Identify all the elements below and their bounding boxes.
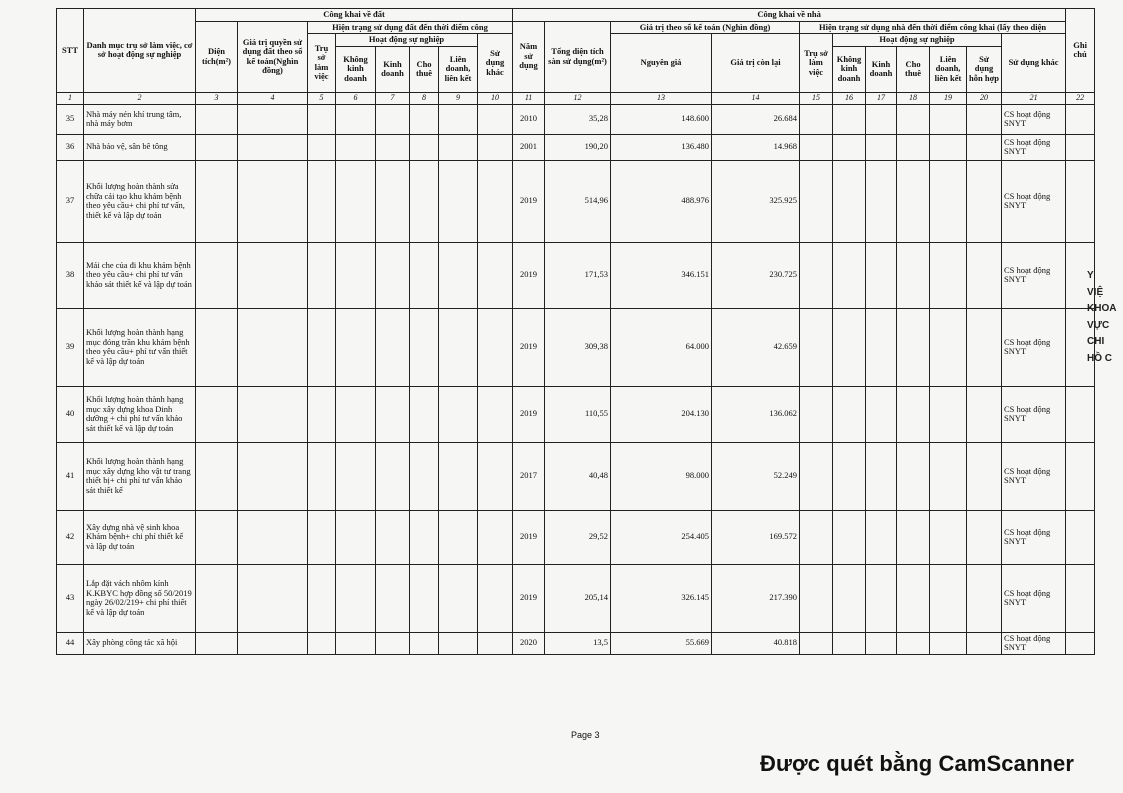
empty-cell	[1066, 134, 1095, 160]
house-nonbiz-header: Không kinh doanh	[833, 46, 866, 92]
row-year: 2017	[513, 442, 545, 510]
empty-cell	[897, 632, 930, 654]
empty-cell	[196, 442, 238, 510]
empty-cell	[410, 104, 439, 134]
empty-cell	[439, 510, 478, 564]
note-header: Ghi chú	[1066, 9, 1095, 93]
empty-cell	[308, 308, 336, 386]
empty-cell	[410, 442, 439, 510]
empty-cell	[897, 242, 930, 308]
stamp-text: HỒ C	[1087, 352, 1112, 364]
empty-cell	[1066, 510, 1095, 564]
row-original-value: 98.000	[611, 442, 712, 510]
empty-cell	[336, 242, 376, 308]
column-number: 19	[930, 92, 967, 104]
empty-cell	[478, 510, 513, 564]
row-floor-area: 309,38	[545, 308, 611, 386]
empty-cell	[897, 386, 930, 442]
empty-cell	[478, 564, 513, 632]
empty-cell	[478, 442, 513, 510]
row-residual-value: 325.925	[712, 160, 800, 242]
row-other-usage: CS hoạt động SNYT	[1002, 386, 1066, 442]
land-career-header: Hoạt động sự nghiệp	[336, 34, 478, 47]
empty-cell	[800, 242, 833, 308]
row-original-value: 136.480	[611, 134, 712, 160]
row-other-usage: CS hoạt động SNYT	[1002, 160, 1066, 242]
empty-cell	[967, 242, 1002, 308]
empty-cell	[336, 564, 376, 632]
empty-cell	[967, 632, 1002, 654]
empty-cell	[439, 632, 478, 654]
row-stt: 35	[57, 104, 84, 134]
empty-cell	[930, 510, 967, 564]
table-row	[57, 564, 1095, 632]
empty-cell	[376, 134, 410, 160]
empty-cell	[930, 104, 967, 134]
land-office-header: Trụ sở làm việc	[308, 34, 336, 93]
column-number: 11	[513, 92, 545, 104]
row-stt: 41	[57, 442, 84, 510]
table-row	[57, 160, 1095, 242]
empty-cell	[336, 104, 376, 134]
column-number: 1	[57, 92, 84, 104]
land-value-header: Giá trị quyền sử dụng đất theo sổ kế toán(Nghìn đồng)	[238, 21, 308, 92]
row-stt: 39	[57, 308, 84, 386]
empty-cell	[238, 564, 308, 632]
empty-cell	[238, 632, 308, 654]
row-floor-area: 35,28	[545, 104, 611, 134]
row-original-value: 55.669	[611, 632, 712, 654]
year-header: Năm sử dụng	[513, 21, 545, 92]
empty-cell	[410, 632, 439, 654]
empty-cell	[478, 134, 513, 160]
empty-cell	[800, 564, 833, 632]
empty-cell	[967, 386, 1002, 442]
row-residual-value: 40.818	[712, 632, 800, 654]
column-number: 3	[196, 92, 238, 104]
row-name: Xây phòng công tác xã hội	[84, 632, 196, 654]
row-name: Khối lượng hoàn thành sửa chữa cải tạo khu khám bệnh theo yêu cầu+ chi phí tư vấn, thiết kế và lập dự toán	[84, 160, 196, 242]
column-number: 10	[478, 92, 513, 104]
column-number: 14	[712, 92, 800, 104]
stamp-text: CHI	[1087, 336, 1105, 347]
column-number: 13	[611, 92, 712, 104]
empty-cell	[967, 442, 1002, 510]
empty-cell	[833, 442, 866, 510]
empty-cell	[439, 104, 478, 134]
empty-cell	[410, 134, 439, 160]
empty-cell	[866, 632, 897, 654]
row-other-usage: CS hoạt động SNYT	[1002, 242, 1066, 308]
empty-cell	[866, 160, 897, 242]
column-number: 6	[336, 92, 376, 104]
row-residual-value: 26.684	[712, 104, 800, 134]
stamp-text: Y	[1087, 270, 1094, 281]
row-other-usage: CS hoạt động SNYT	[1002, 134, 1066, 160]
empty-cell	[800, 308, 833, 386]
empty-cell	[866, 386, 897, 442]
row-stt: 44	[57, 632, 84, 654]
row-year: 2019	[513, 564, 545, 632]
empty-cell	[238, 134, 308, 160]
row-original-value: 488.976	[611, 160, 712, 242]
empty-cell	[478, 308, 513, 386]
empty-cell	[866, 442, 897, 510]
empty-cell	[336, 134, 376, 160]
column-number: 2	[84, 92, 196, 104]
row-floor-area: 205,14	[545, 564, 611, 632]
empty-cell	[336, 386, 376, 442]
row-name: Khối lượng hoàn thành hạng mục xây dựng kho vật tư trang thiết bị+ chi phí tư vấn khảo sát thiết kế	[84, 442, 196, 510]
row-stt: 43	[57, 564, 84, 632]
empty-cell	[196, 308, 238, 386]
empty-cell	[930, 564, 967, 632]
empty-cell	[196, 104, 238, 134]
empty-cell	[196, 386, 238, 442]
column-number: 8	[410, 92, 439, 104]
empty-cell	[196, 134, 238, 160]
row-original-value: 254.405	[611, 510, 712, 564]
table-row	[57, 510, 1095, 564]
empty-cell	[410, 510, 439, 564]
empty-cell	[930, 160, 967, 242]
empty-cell	[238, 386, 308, 442]
row-name: Xây dựng nhà vệ sinh khoa Khám bệnh+ chi phí thiết kế và lập dự toán	[84, 510, 196, 564]
house-mixed-header: Sử dụng hỗn hợp	[967, 46, 1002, 92]
empty-cell	[800, 442, 833, 510]
empty-cell	[930, 242, 967, 308]
stamp-text: KHOA	[1087, 303, 1117, 314]
row-year: 2010	[513, 104, 545, 134]
table-row	[57, 386, 1095, 442]
empty-cell	[1066, 160, 1095, 242]
empty-cell	[238, 510, 308, 564]
row-residual-value: 14.968	[712, 134, 800, 160]
empty-cell	[439, 134, 478, 160]
land-rent-header: Cho thuê	[410, 46, 439, 92]
empty-cell	[833, 386, 866, 442]
empty-cell	[478, 386, 513, 442]
empty-cell	[866, 308, 897, 386]
empty-cell	[336, 308, 376, 386]
empty-cell	[308, 242, 336, 308]
row-floor-area: 29,52	[545, 510, 611, 564]
table-row	[57, 442, 1095, 510]
empty-cell	[196, 160, 238, 242]
house-group-header: Công khai về nhà	[513, 9, 1066, 22]
row-floor-area: 514,96	[545, 160, 611, 242]
empty-cell	[866, 104, 897, 134]
empty-cell	[833, 564, 866, 632]
empty-cell	[967, 134, 1002, 160]
row-year: 2019	[513, 308, 545, 386]
empty-cell	[967, 104, 1002, 134]
empty-cell	[478, 160, 513, 242]
empty-cell	[967, 510, 1002, 564]
empty-cell	[897, 160, 930, 242]
row-other-usage: CS hoạt động SNYT	[1002, 308, 1066, 386]
column-number-row	[57, 92, 1095, 104]
empty-cell	[376, 510, 410, 564]
column-number: 9	[439, 92, 478, 104]
house-status-header: Hiện trạng sử dụng nhà đến thời điểm công khai (lấy theo diện	[800, 21, 1066, 34]
empty-cell	[1066, 632, 1095, 654]
row-residual-value: 217.390	[712, 564, 800, 632]
stamp-text: VIỆ	[1087, 286, 1104, 298]
page-number: Page 3	[571, 730, 600, 740]
empty-cell	[336, 510, 376, 564]
empty-cell	[336, 632, 376, 654]
row-floor-area: 13,5	[545, 632, 611, 654]
empty-cell	[308, 134, 336, 160]
row-floor-area: 171,53	[545, 242, 611, 308]
row-name: Khối lượng hoàn thành hạng mục xây dựng khoa Dinh dưỡng + chi phí tư vấn khảo sát thiết kế và lập dự toán	[84, 386, 196, 442]
row-stt: 38	[57, 242, 84, 308]
empty-cell	[196, 564, 238, 632]
table-row	[57, 104, 1095, 134]
empty-cell	[376, 104, 410, 134]
land-nonbiz-header: Không kinh doanh	[336, 46, 376, 92]
empty-cell	[439, 160, 478, 242]
empty-cell	[439, 442, 478, 510]
empty-cell	[897, 134, 930, 160]
row-name: Lắp đặt vách nhôm kính K.KBYC hợp đồng số 50/2019 ngày 26/02/219+ chi phí thiết kế và lập dự toán	[84, 564, 196, 632]
empty-cell	[967, 564, 1002, 632]
empty-cell	[833, 510, 866, 564]
empty-cell	[1066, 564, 1095, 632]
row-residual-value: 52.249	[712, 442, 800, 510]
column-number: 20	[967, 92, 1002, 104]
empty-cell	[478, 242, 513, 308]
house-joint-header: Liên doanh, liên kết	[930, 46, 967, 92]
original-header: Nguyên giá	[611, 34, 712, 93]
empty-cell	[1066, 104, 1095, 134]
land-area-header: Diện tích(m²)	[196, 21, 238, 92]
empty-cell	[833, 104, 866, 134]
empty-cell	[1066, 442, 1095, 510]
row-name: Nhà máy nén khí trung tâm, nhà máy bơm	[84, 104, 196, 134]
table-row	[57, 242, 1095, 308]
empty-cell	[376, 242, 410, 308]
row-name: Nhà bảo vệ, sân bê tông	[84, 134, 196, 160]
column-number: 7	[376, 92, 410, 104]
column-number: 21	[1002, 92, 1066, 104]
column-number: 16	[833, 92, 866, 104]
empty-cell	[930, 632, 967, 654]
empty-cell	[336, 160, 376, 242]
camscanner-watermark: Được quét bằng CamScanner	[760, 751, 1075, 776]
land-group-header: Công khai về đất	[196, 9, 513, 22]
house-other-header: Sử dụng khác	[1002, 34, 1066, 93]
empty-cell	[308, 564, 336, 632]
row-year: 2019	[513, 510, 545, 564]
column-number: 4	[238, 92, 308, 104]
row-stt: 37	[57, 160, 84, 242]
empty-cell	[308, 160, 336, 242]
row-floor-area: 190,20	[545, 134, 611, 160]
empty-cell	[308, 632, 336, 654]
row-floor-area: 110,55	[545, 386, 611, 442]
empty-cell	[376, 386, 410, 442]
row-other-usage: CS hoạt động SNYT	[1002, 442, 1066, 510]
row-original-value: 346.151	[611, 242, 712, 308]
row-residual-value: 42.659	[712, 308, 800, 386]
empty-cell	[800, 386, 833, 442]
empty-cell	[800, 160, 833, 242]
empty-cell	[478, 632, 513, 654]
column-number: 22	[1066, 92, 1095, 104]
column-number: 18	[897, 92, 930, 104]
stt-header: STT	[57, 9, 84, 93]
empty-cell	[478, 104, 513, 134]
row-year: 2020	[513, 632, 545, 654]
row-original-value: 204.130	[611, 386, 712, 442]
table-body	[57, 104, 1095, 654]
stamp-edge	[1087, 268, 1123, 398]
empty-cell	[410, 386, 439, 442]
empty-cell	[833, 308, 866, 386]
floor-area-header: Tổng diện tích sàn sử dụng(m²)	[545, 21, 611, 92]
row-year: 2019	[513, 386, 545, 442]
empty-cell	[238, 442, 308, 510]
house-career-header: Hoạt động sự nghiệp	[833, 34, 1002, 47]
empty-cell	[410, 308, 439, 386]
empty-cell	[866, 134, 897, 160]
empty-cell	[336, 442, 376, 510]
empty-cell	[376, 632, 410, 654]
empty-cell	[238, 308, 308, 386]
row-year: 2001	[513, 134, 545, 160]
stamp-text: VỰC	[1087, 319, 1110, 331]
empty-cell	[439, 564, 478, 632]
residual-header: Giá trị còn lại	[712, 34, 800, 93]
row-stt: 42	[57, 510, 84, 564]
empty-cell	[866, 510, 897, 564]
empty-cell	[376, 160, 410, 242]
table-row	[57, 632, 1095, 654]
book-value-header: Giá trị theo sổ kế toán (Nghìn đồng)	[611, 21, 800, 34]
empty-cell	[800, 510, 833, 564]
empty-cell	[238, 160, 308, 242]
empty-cell	[308, 386, 336, 442]
empty-cell	[930, 134, 967, 160]
asset-disclosure-table	[56, 8, 1095, 655]
empty-cell	[967, 160, 1002, 242]
empty-cell	[439, 308, 478, 386]
empty-cell	[196, 510, 238, 564]
row-other-usage: CS hoạt động SNYT	[1002, 104, 1066, 134]
column-number: 5	[308, 92, 336, 104]
land-status-header: Hiện trạng sử dụng đất đến thời điểm công	[308, 21, 513, 34]
empty-cell	[866, 564, 897, 632]
empty-cell	[800, 134, 833, 160]
empty-cell	[308, 442, 336, 510]
empty-cell	[238, 242, 308, 308]
empty-cell	[439, 386, 478, 442]
row-other-usage: CS hoạt động SNYT	[1002, 510, 1066, 564]
empty-cell	[410, 564, 439, 632]
empty-cell	[930, 308, 967, 386]
house-office-header: Trụ sở làm việc	[800, 34, 833, 93]
empty-cell	[897, 442, 930, 510]
column-number: 15	[800, 92, 833, 104]
empty-cell	[196, 242, 238, 308]
empty-cell	[376, 564, 410, 632]
empty-cell	[833, 632, 866, 654]
row-original-value: 326.145	[611, 564, 712, 632]
row-other-usage: CS hoạt động SNYT	[1002, 564, 1066, 632]
land-joint-header: Liên doanh, liên kết	[439, 46, 478, 92]
empty-cell	[410, 242, 439, 308]
empty-cell	[930, 442, 967, 510]
row-stt: 36	[57, 134, 84, 160]
row-name: Khối lượng hoàn thành hạng mục đóng trần khu khám bệnh theo yêu cầu+ phí tư vấn thiết kế và lập dự toán	[84, 308, 196, 386]
empty-cell	[833, 160, 866, 242]
land-other-header: Sử dụng khác	[478, 34, 513, 93]
table-header	[57, 9, 1095, 105]
row-year: 2019	[513, 242, 545, 308]
empty-cell	[410, 160, 439, 242]
row-residual-value: 230.725	[712, 242, 800, 308]
column-number: 17	[866, 92, 897, 104]
house-biz-header: Kinh doanh	[866, 46, 897, 92]
empty-cell	[930, 386, 967, 442]
row-stt: 40	[57, 386, 84, 442]
empty-cell	[308, 104, 336, 134]
house-rent-header: Cho thuê	[897, 46, 930, 92]
row-original-value: 148.600	[611, 104, 712, 134]
empty-cell	[196, 632, 238, 654]
name-header: Danh mục trụ sở làm việc, cơ sở hoạt động sự nghiệp	[84, 9, 196, 93]
empty-cell	[897, 564, 930, 632]
empty-cell	[376, 442, 410, 510]
row-name: Mái che của đi khu khám bệnh theo yêu cầu+ chi phí tư vấn khảo sát thiết kế và lập dự toán	[84, 242, 196, 308]
column-number: 12	[545, 92, 611, 104]
row-year: 2019	[513, 160, 545, 242]
empty-cell	[866, 242, 897, 308]
empty-cell	[967, 308, 1002, 386]
empty-cell	[897, 510, 930, 564]
empty-cell	[833, 134, 866, 160]
empty-cell	[833, 242, 866, 308]
empty-cell	[800, 632, 833, 654]
empty-cell	[897, 308, 930, 386]
empty-cell	[238, 104, 308, 134]
empty-cell	[800, 104, 833, 134]
empty-cell	[308, 510, 336, 564]
table-row	[57, 308, 1095, 386]
row-floor-area: 40,48	[545, 442, 611, 510]
row-other-usage: CS hoạt động SNYT	[1002, 632, 1066, 654]
land-biz-header: Kinh doanh	[376, 46, 410, 92]
empty-cell	[439, 242, 478, 308]
table-row	[57, 134, 1095, 160]
row-residual-value: 169.572	[712, 510, 800, 564]
row-residual-value: 136.062	[712, 386, 800, 442]
empty-cell	[376, 308, 410, 386]
empty-cell	[897, 104, 930, 134]
row-original-value: 64.000	[611, 308, 712, 386]
